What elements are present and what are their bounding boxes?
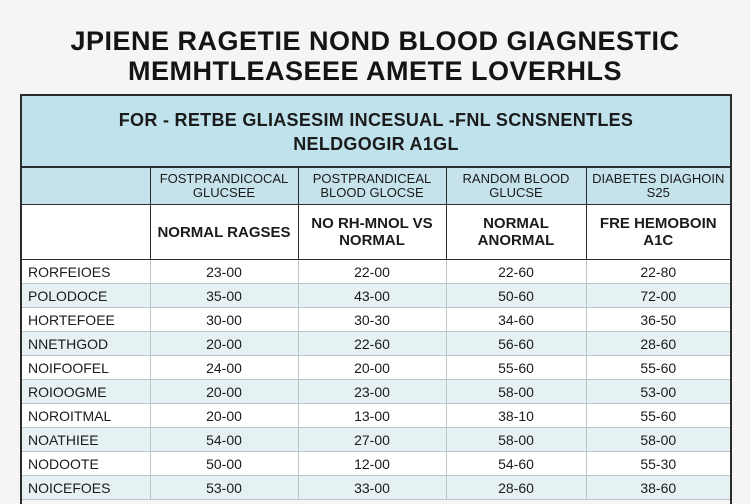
table-cell: 13-00 bbox=[298, 404, 446, 428]
row-label: ROIOOGME bbox=[22, 380, 150, 404]
table-cell: 24-00 bbox=[150, 356, 298, 380]
header-row-2 bbox=[22, 205, 730, 260]
table-cell: 72-00 bbox=[586, 284, 730, 308]
header-cell: NORMAL ANORMAL bbox=[446, 205, 586, 260]
row-label: HORTEFOEE bbox=[22, 308, 150, 332]
row-label: NOATHIEE bbox=[22, 428, 150, 452]
table-banner bbox=[22, 96, 730, 168]
table-cell: 28-60 bbox=[586, 332, 730, 356]
row-label: NODOOTE bbox=[22, 452, 150, 476]
table-cell: 27-00 bbox=[298, 428, 446, 452]
banner-line-2: NELDGOGIR A1GL bbox=[293, 134, 459, 154]
table-row bbox=[22, 380, 730, 404]
table-cell: 22-80 bbox=[586, 260, 730, 284]
table-row bbox=[22, 308, 730, 332]
table-cell: 20-00 bbox=[298, 356, 446, 380]
table-cell: 22-60 bbox=[298, 332, 446, 356]
table-cell: 58-00 bbox=[446, 380, 586, 404]
table-cell: 58-00 bbox=[586, 428, 730, 452]
row-label: NNETHGOD bbox=[22, 332, 150, 356]
table-cell: 23-00 bbox=[298, 380, 446, 404]
table-cell: 33-00 bbox=[298, 476, 446, 500]
glucose-table bbox=[20, 94, 732, 504]
table-cell: 55-30 bbox=[586, 452, 730, 476]
table-cell: 22-60 bbox=[446, 260, 586, 284]
table-cell: 56-60 bbox=[446, 332, 586, 356]
table-cell: 38-60 bbox=[586, 476, 730, 500]
table-cell: 20-00 bbox=[150, 380, 298, 404]
table-cell: 55-60 bbox=[586, 404, 730, 428]
table-cell: 30-30 bbox=[298, 308, 446, 332]
table-cell: 43-00 bbox=[298, 284, 446, 308]
table-cell: 36-50 bbox=[586, 308, 730, 332]
table-cell: 20-00 bbox=[150, 404, 298, 428]
table-cell: 53-00 bbox=[586, 380, 730, 404]
table-row bbox=[22, 284, 730, 308]
header-cell: NORMAL RAGSES bbox=[150, 205, 298, 260]
table-cell: 53-00 bbox=[150, 476, 298, 500]
table-cell: 55-60 bbox=[586, 356, 730, 380]
row-label: NOICEFOES bbox=[22, 476, 150, 500]
table-row bbox=[22, 476, 730, 500]
table-cell: 55-60 bbox=[446, 356, 586, 380]
header-cell: DIABETES DIAGHOIN S25 bbox=[586, 168, 730, 205]
table-cell: 35-00 bbox=[150, 284, 298, 308]
header-cell bbox=[22, 168, 150, 205]
table-cell: 50-60 bbox=[446, 284, 586, 308]
table-cell: 28-60 bbox=[446, 476, 586, 500]
table-row bbox=[22, 452, 730, 476]
table-row bbox=[22, 428, 730, 452]
table-row bbox=[22, 332, 730, 356]
banner-line-1: FOR - RETBE GLIASESIM INCESUAL -FNL SCNSNENTLES bbox=[118, 110, 634, 130]
header-cell: POSTPRANDICEAL BLOOD GLOCSE bbox=[298, 168, 446, 205]
table-row bbox=[22, 260, 730, 284]
row-label: POLODOCE bbox=[22, 284, 150, 308]
header-cell: NO RH-MNOL VS NORMAL bbox=[298, 205, 446, 260]
header-cell bbox=[22, 205, 150, 260]
table-cell: 30-00 bbox=[150, 308, 298, 332]
table-cell: 38-10 bbox=[446, 404, 586, 428]
table-row bbox=[22, 356, 730, 380]
table-cell: 22-00 bbox=[298, 260, 446, 284]
table-cell: 54-60 bbox=[446, 452, 586, 476]
row-label: NOROITMAL bbox=[22, 404, 150, 428]
table-cell: 54-00 bbox=[150, 428, 298, 452]
table-row bbox=[22, 404, 730, 428]
table-cell: 50-00 bbox=[150, 452, 298, 476]
page-title: JPIENE RAGETIE NOND BLOOD GIAGNESTIC bbox=[70, 26, 680, 56]
header-cell: FRE HEMOBOIN A1C bbox=[586, 205, 730, 260]
row-label: RORFEIOES bbox=[22, 260, 150, 284]
table-cell: 34-60 bbox=[446, 308, 586, 332]
header-row-1 bbox=[22, 168, 730, 205]
header-cell: RANDOM BLOOD GLUCSE bbox=[446, 168, 586, 205]
header-cell: FOSTPRANDICOCAL GLUCSEE bbox=[150, 168, 298, 205]
table-cell: 58-00 bbox=[446, 428, 586, 452]
row-label: NOIFOOFEL bbox=[22, 356, 150, 380]
table-cell: 12-00 bbox=[298, 452, 446, 476]
table-cell: 20-00 bbox=[150, 332, 298, 356]
table-cell: 23-00 bbox=[150, 260, 298, 284]
data-table bbox=[22, 168, 730, 500]
page-subtitle: MEMHTLEASEEE AMETE LOVERHLS bbox=[127, 56, 623, 86]
